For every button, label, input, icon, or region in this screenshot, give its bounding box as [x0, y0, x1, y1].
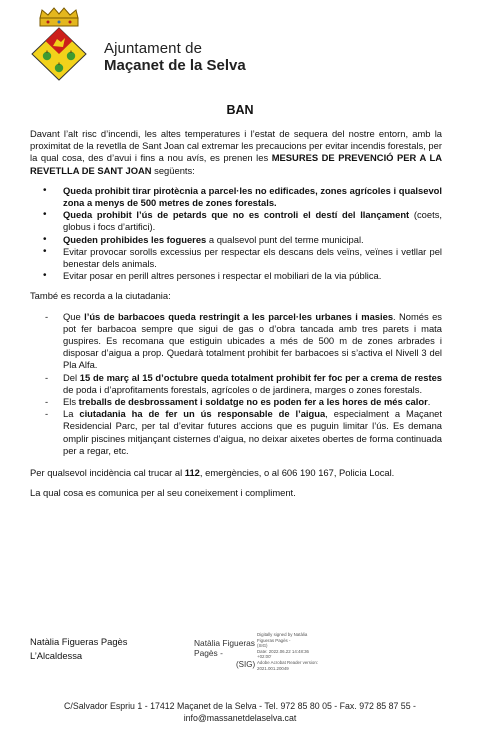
signature-mark: (SIG): [236, 660, 256, 669]
list-item: • Evitar provocar sorolls excessius per respectar els descans dels veïns, veïnes i vetllar pel benestar dels animals.: [63, 246, 442, 270]
signature-details: Digitally signed by Natàlia Figueras Pagès - (SIG) Date: 2022.06.22 14:48:36 +02:00' Adobe Acrobat Reader version: 2021.001.20049: [257, 632, 319, 671]
signatory-role: L’Alcaldessa: [30, 650, 83, 661]
digital-signature: [194, 632, 334, 672]
crown-icon: [40, 8, 78, 26]
list-item: - Que l’ús de barbacoes queda restringit a les parcel·les urbanes i masies. Només es pot fer barbacoa sempre que sigui de gas o d’obra tancada amb tres parets i mata guspires. Es recomana que estiguin ubicades a més de 500 m de zones arbrades i disposar d’aigua a prop. Quedarà totalment prohibit fer barbacoes si s’activa el Nivell 3 del Pla Alfa.: [63, 311, 442, 372]
shield-icon: [32, 28, 86, 80]
reminders-list: [30, 311, 442, 457]
footer-address: [0, 700, 480, 724]
signatory: [30, 635, 127, 663]
document-title: BAN: [226, 103, 254, 117]
footer-line1: C/Salvador Espriu 1 - 17412 Maçanet de la Selva - Tel. 972 85 80 05 - Fax. 972 85 87 55 -: [64, 701, 416, 711]
intro-bold: MESURES DE PREVENCIÓ PER A LA REVETLLA DE SANT JOAN: [30, 152, 442, 176]
closing-paragraph: La qual cosa es comunica per al seu coneixement i compliment.: [30, 487, 296, 499]
intro-paragraph: Davant l’alt risc d’incendi, les altes temperatures i l’estat de sequera del nostre entorn, amb la proximitat de la revetlla de Sant Joan cal extremar les precaucions per evitar incendis forestals, per la qual cosa, des d’avui i fins a nou avís, es prenen les MESURES DE PREVENCIÓ PER A LA REVETLLA DE SANT JOAN següents:: [30, 128, 442, 176]
list-item: - Els treballs de desbrossament i soldatge no es poden fer a les hores de més calor.: [63, 396, 442, 408]
list-item: - Del 15 de març al 15 d’octubre queda totalment prohibit fer foc per a crema de restes de poda i d’aprofitaments forestals, agrícoles o de jardinera, marges o zones forestals.: [63, 372, 442, 396]
measures-list: [30, 185, 442, 283]
document-body: [30, 128, 442, 507]
contact-paragraph: Per qualsevol incidència cal trucar al 112, emergències, o al 606 190 167, Policia Local.: [30, 467, 395, 479]
org-line2: Maçanet de la Selva: [104, 57, 246, 74]
list-item: - La ciutadania ha de fer un ús responsable de l’aigua, especialment a Maçanet Residencial Parc, per tal d’evitar futures accions que es puguin limitar l’ús. Es demana omplir piscines mitjançant cisternes d’aigua, no deixar aixetes obertes de forma continuada per a regar, etc.: [63, 408, 442, 457]
digital-signature-name: Natàlia Figueras Pagès -: [194, 638, 255, 658]
footer-email: info@massanetdelaselva.cat: [183, 713, 297, 723]
emergency-number: 112: [184, 467, 200, 479]
coat-of-arms-logo: [28, 6, 90, 82]
list-item: • Evitar posar en perill altres persones i respectar el mobiliari de la via pública.: [63, 270, 442, 282]
organization-name: [104, 40, 246, 75]
list-item: • Queden prohibides les fogueres a qualsevol punt del terme municipal.: [63, 234, 442, 246]
list-item: • Queda prohibit l’ús de petards que no es controli el destí del llançament (coets, globus i focs d’artifici).: [63, 209, 442, 233]
reminder-intro: També es recorda a la ciutadania:: [30, 290, 171, 302]
org-line1: Ajuntament de: [104, 40, 203, 57]
list-item: • Queda prohibit tirar pirotècnia a parcel·les no edificades, zones agrícoles i qualsevol zona a menys de 500 metres de zones forestals.: [63, 185, 442, 209]
signatory-name: Natàlia Figueras Pagès: [30, 636, 128, 647]
